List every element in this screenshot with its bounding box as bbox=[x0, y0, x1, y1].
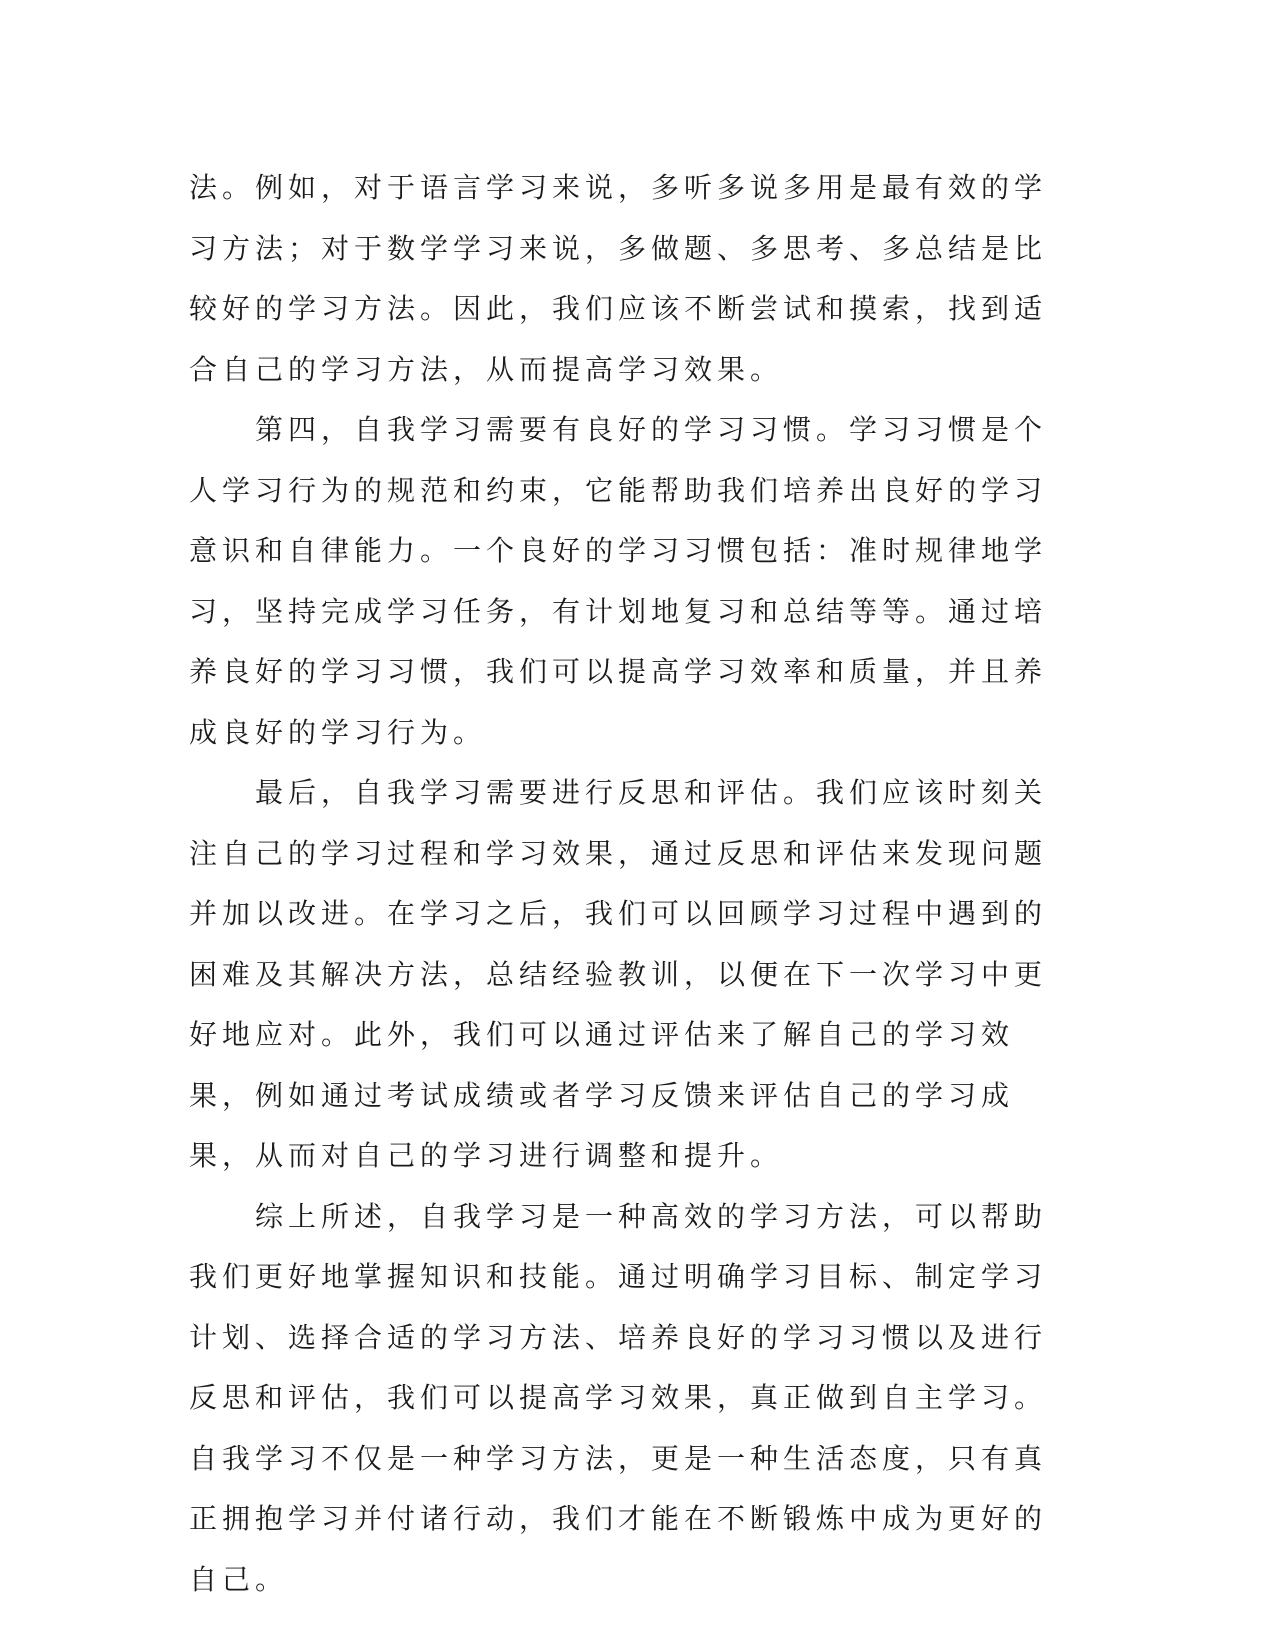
paragraph-conclusion: 综上所述，自我学习是一种高效的学习方法，可以帮助我们更好地掌握知识和技能。通过明确学习目标、制定学习计划、选择合适的学习方法、培养良好的学习习惯以及进行反思和评估，我们可以提高学习效果，真正做到自主学习。自我学习不仅是一种学习方法，更是一种生活态度，只有真正拥抱学习并付诸行动，我们才能在不断锻炼中成为更好的自己。 bbox=[189, 1199, 1048, 1596]
paragraph-reflection-evaluation: 最后，自我学习需要进行反思和评估。我们应该时刻关注自己的学习过程和学习效果，通过反思和评估来发现问题并加以改进。在学习之后，我们可以回顾学习过程中遇到的困难及其解决方法，总结经验教训，以便在下一次学习中更好地应对。此外，我们可以通过评估来了解自己的学习效果，例如通过考试成绩或者学习反馈来评估自己的学习成果，从而对自己的学习进行调整和提升。 bbox=[189, 776, 1048, 1172]
paragraph-learning-habits: 第四，自我学习需要有良好的学习习惯。学习习惯是个人学习行为的规范和约束，它能帮助我们培养出良好的学习意识和自律能力。一个良好的学习习惯包括：准时规律地学习，坚持完成学习任务，有计划地复习和总结等等。通过培养良好的学习习惯，我们可以提高学习效率和质量，并且养成良好的学习行为。 bbox=[189, 413, 1048, 749]
body-text bbox=[189, 158, 1069, 1610]
paragraph-learning-methods: 法。例如，对于语言学习来说，多听多说多用是最有效的学习方法；对于数学学习来说，多做题、多思考、多总结是比较好的学习方法。因此，我们应该不断尝试和摸索，找到适合自己的学习方法，从而提高学习效果。 bbox=[189, 171, 1048, 386]
